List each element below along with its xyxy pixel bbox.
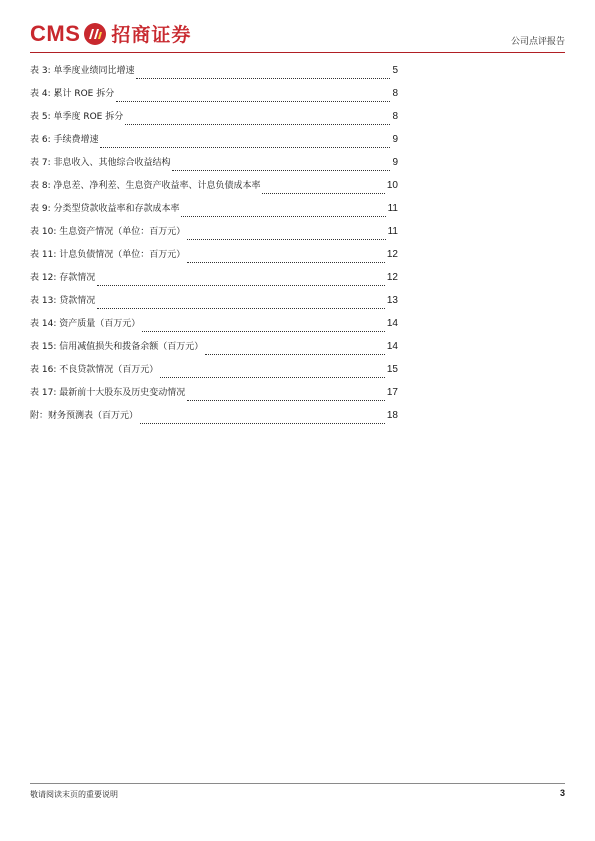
toc-entry-page: 10 bbox=[386, 180, 398, 191]
toc-entry-page: 8 bbox=[392, 88, 398, 99]
toc-entry-page: 14 bbox=[386, 341, 398, 352]
toc-entry[interactable] bbox=[30, 271, 398, 294]
toc-entry[interactable] bbox=[30, 317, 398, 340]
logo-cn-text: 招商证券 bbox=[111, 24, 192, 46]
toc-entry[interactable] bbox=[30, 133, 398, 156]
toc-entry[interactable] bbox=[30, 248, 398, 271]
toc-entry-page: 14 bbox=[386, 318, 398, 329]
toc-entry[interactable] bbox=[30, 87, 398, 110]
header-divider bbox=[30, 52, 565, 53]
toc-entry-label: 表 17: 最新前十大股东及历史变动情况 bbox=[30, 388, 186, 398]
toc-dot-leader bbox=[262, 192, 384, 194]
toc-entry-label: 表 8: 净息差、净利差、生息资产收益率、计息负债成本率 bbox=[30, 181, 261, 191]
toc-dot-leader bbox=[140, 422, 385, 424]
toc-dot-leader bbox=[172, 169, 390, 171]
toc-entry-label: 表 15: 信用减值损失和拨备余额（百万元） bbox=[30, 342, 204, 352]
toc-entry-page: 11 bbox=[387, 226, 398, 237]
toc-entry-label: 表 10: 生息资产情况（单位：百万元） bbox=[30, 227, 186, 237]
toc-dot-leader bbox=[187, 399, 385, 401]
footer-disclaimer: 敬请阅读末页的重要说明 bbox=[30, 790, 118, 799]
toc-entry-label: 表 14: 资产质量（百万元） bbox=[30, 319, 141, 329]
page-header bbox=[30, 18, 565, 52]
toc-entry-label: 表 4: 累计 ROE 拆分 bbox=[30, 89, 115, 99]
toc-entry-page: 9 bbox=[392, 157, 398, 168]
toc-entry[interactable] bbox=[30, 363, 398, 386]
toc-entry[interactable] bbox=[30, 386, 398, 409]
toc-entry-label: 表 6: 手续费增速 bbox=[30, 135, 99, 145]
page-number: 3 bbox=[559, 788, 565, 798]
toc-entry-page: 13 bbox=[386, 295, 398, 306]
toc-dot-leader bbox=[100, 146, 390, 148]
toc-dot-leader bbox=[97, 284, 385, 286]
toc-entry-label: 表 13: 贷款情况 bbox=[30, 296, 96, 306]
toc-entry-label: 表 9: 分类型贷款收益率和存款成本率 bbox=[30, 204, 180, 214]
toc-entry-page: 8 bbox=[392, 111, 398, 122]
toc-dot-leader bbox=[160, 376, 385, 378]
toc-entry[interactable] bbox=[30, 156, 398, 179]
toc-dot-leader bbox=[187, 261, 385, 263]
toc-entry-page: 17 bbox=[386, 387, 398, 398]
toc-dot-leader bbox=[187, 238, 385, 240]
toc-entry[interactable] bbox=[30, 64, 398, 87]
toc-entry-page: 11 bbox=[387, 203, 398, 214]
toc-entry[interactable] bbox=[30, 179, 398, 202]
toc-entry-page: 12 bbox=[386, 249, 398, 260]
toc-entry[interactable] bbox=[30, 202, 398, 225]
toc-entry[interactable] bbox=[30, 225, 398, 248]
table-of-contents bbox=[30, 64, 398, 432]
toc-entry[interactable] bbox=[30, 110, 398, 133]
toc-dot-leader bbox=[116, 100, 390, 102]
toc-dot-leader bbox=[142, 330, 385, 332]
document-type: 公司点评报告 bbox=[510, 37, 565, 47]
footer-divider bbox=[30, 783, 565, 784]
toc-entry-label: 表 12: 存款情况 bbox=[30, 273, 96, 283]
logo-badge-icon bbox=[84, 23, 106, 45]
toc-entry[interactable] bbox=[30, 294, 398, 317]
toc-dot-leader bbox=[181, 215, 385, 217]
brand-logo bbox=[30, 20, 191, 47]
toc-entry-page: 12 bbox=[386, 272, 398, 283]
toc-dot-leader bbox=[97, 307, 385, 309]
toc-entry-page: 9 bbox=[392, 134, 398, 145]
toc-entry-page: 15 bbox=[386, 364, 398, 375]
toc-entry-label: 表 16: 不良贷款情况（百万元） bbox=[30, 365, 159, 375]
toc-entry[interactable] bbox=[30, 340, 398, 363]
toc-dot-leader bbox=[136, 77, 390, 79]
toc-entry-label: 表 5: 单季度 ROE 拆分 bbox=[30, 112, 124, 122]
toc-dot-leader bbox=[125, 123, 390, 125]
toc-entry-label: 表 3: 单季度业绩同比增速 bbox=[30, 66, 135, 76]
toc-entry-label: 附：财务预测表（百万元） bbox=[30, 411, 139, 421]
toc-dot-leader bbox=[205, 353, 385, 355]
toc-entry[interactable] bbox=[30, 409, 398, 432]
toc-entry-label: 表 11: 计息负债情况（单位：百万元） bbox=[30, 250, 186, 260]
toc-entry-page: 18 bbox=[386, 410, 398, 421]
toc-entry-label: 表 7: 非息收入、其他综合收益结构 bbox=[30, 158, 171, 168]
logo-cms-text: CMS bbox=[30, 20, 81, 46]
toc-entry-page: 5 bbox=[392, 65, 398, 76]
